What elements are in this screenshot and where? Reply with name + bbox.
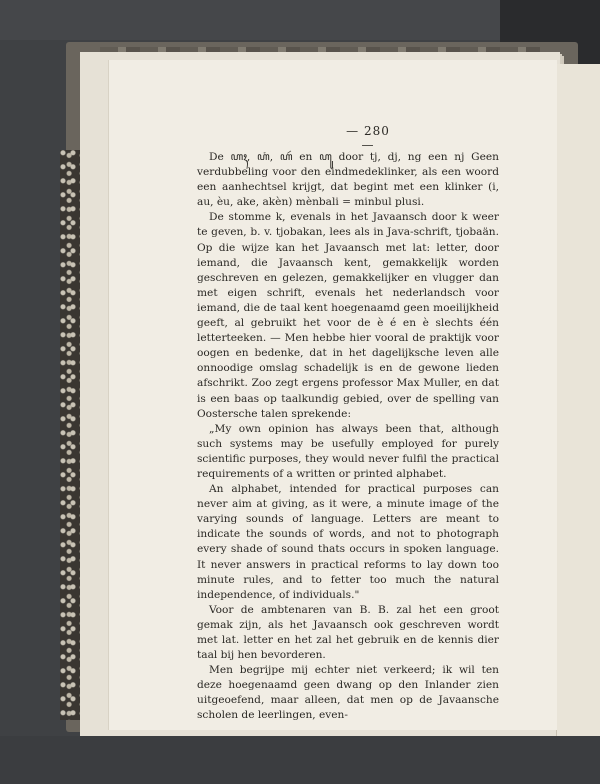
paragraph: De stomme k, evenals in het Javaansch door k weer te geven, b. v. tjobakan, lees als in Java-schrift, tjobaän. Op die wijze kan het Javaansch met lat: letter, door iemand, die Javaansch kent, gemakkelijk worden geschreven en gelezen, gemakkelijker en vlugger dan met eigen schrift, evenals het nederlandsch voor iemand, die de taal kent hoegenaamd geen moeilijkheid geeft, al gebruikt het voor de è é en è slechts één letterteeken. — Men hebbe hier vooral de praktijk voor oogen en bedenke, dat in het dagelijksche leven alle onnoodige omslag schadelijk is en de gewone lieden afschrikt. Zoo zegt ergens professor Max Muller, en dat is een baas op taalkundig gebied, over de spelling van Oostersche talen sprekende: bbox=[197, 211, 499, 420]
facing-page-edge bbox=[556, 64, 600, 754]
paragraph: De ꦲꦃ, ꦲꦁ, ꦲꦂ en ꦲꦸ door tj, dj, ng een nj Geen verdubbeling voor den eindmedeklinker, als een woord een aanhechtsel krijgt, dat begint met een klinker (i, au, èu, ake, akèn) mènbali = minbul plusi. bbox=[197, 151, 499, 209]
paragraph: Voor de ambtenaren van B. B. zal het een groot gemak zijn, als het Javaansch ook geschreven wordt met lat. letter en het zal het gebruik en de kennis dier taal bij hen bevorderen. bbox=[197, 603, 499, 662]
page-number: — 280 — bbox=[346, 124, 390, 152]
paragraph: Men begrijpe mij echter niet verkeerd; ik wil ten deze hoegenaamd geen dwang op den Inlander zien uitgeoefend, maar alleen, dat men op de Javaansche scholen de leerlingen, even- bbox=[197, 664, 499, 722]
marbled-spine bbox=[60, 150, 82, 720]
page-text bbox=[197, 150, 499, 724]
backdrop-bottom bbox=[0, 736, 600, 784]
paragraph: An alphabet, intended for practical purposes can never aim at giving, as it were, a minute image of the varying sounds of language. Letters are meant to indicate the sounds of words, and not to photograph every shade of sound thats occurs in spoken language. It never answers in practical reforms to lay down too minute rules, and to fetter too much the natural independence, of individuals." bbox=[197, 483, 499, 601]
paragraph: „My own opinion has always been that, although such systems may be usefully employed for purely scientific purposes, they would never fulfil the practical requirements of a written or printed alphabet. bbox=[197, 422, 499, 480]
